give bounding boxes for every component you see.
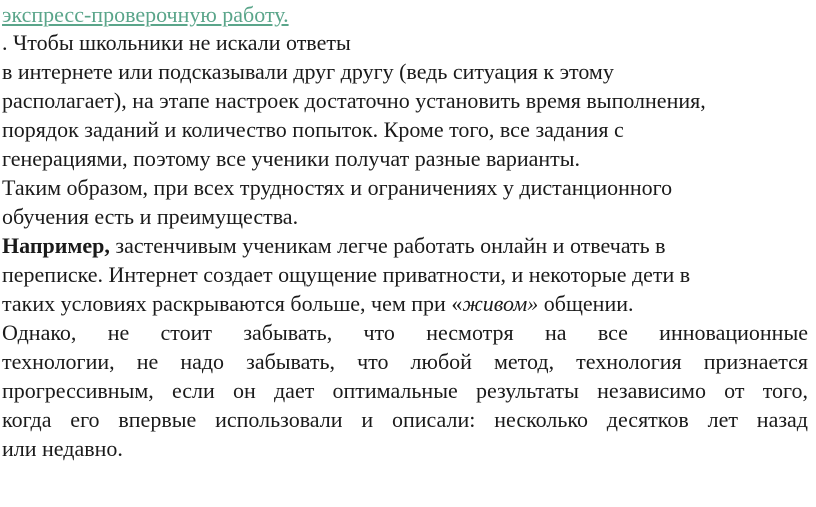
italic-emphasis: живом» [462,291,539,316]
paragraph-4-line-5: или недавно. [2,436,123,461]
paragraph-3-line-2: переписке. Интернет создает ощущение приватности, и некоторые дети в [2,262,691,287]
paragraph-1-line-4: порядок заданий и количество попыток. Кроме того, все задания с [2,117,624,142]
paragraph-3-line-3-text-a: таких условиях раскрываются больше, чем при « [2,291,463,316]
paragraph-4-line-1: Однако, не стоит забывать, что несмотря на все инновационные [2,320,808,345]
paragraph-1-line-1: . Чтобы школьники не искали ответы [2,30,351,55]
paragraph-4-line-3: прогрессивным, если он дает оптимальные результаты независимо от того, [2,378,808,403]
paragraph-4-line-2: технологии, не надо забывать, что любой метод, технология признается [2,349,808,374]
paragraph-1-line-3: располагает), на этапе настроек достаточно установить время выполнения, [2,88,706,113]
paragraph-3-line-1 [2,232,666,260]
paragraph-3-line-3 [2,290,633,318]
paragraph-2-line-1: Таким образом, при всех трудностях и ограничениях у дистанционного [2,175,673,200]
paragraph-3-line-1-text: застенчивым ученикам легче работать онлайн и отвечать в [109,233,666,258]
hyperlink-express-test[interactable]: экспресс-проверочную работу. [2,2,289,27]
paragraph-1-line-5: генерациями, поэтому все ученики получат разные варианты. [2,146,581,171]
paragraph-1-line-2: в интернете или подсказывали друг другу (ведь ситуация к этому [2,59,614,84]
paragraph-2-line-2: обучения есть и преимущества. [2,204,299,229]
paragraph-4-line-4: когда его впервые использовали и описали: несколько десятков лет назад [2,407,808,432]
bold-lead-word: Например, [2,233,110,258]
paragraph-3-line-3-text-b: общении. [538,291,634,316]
